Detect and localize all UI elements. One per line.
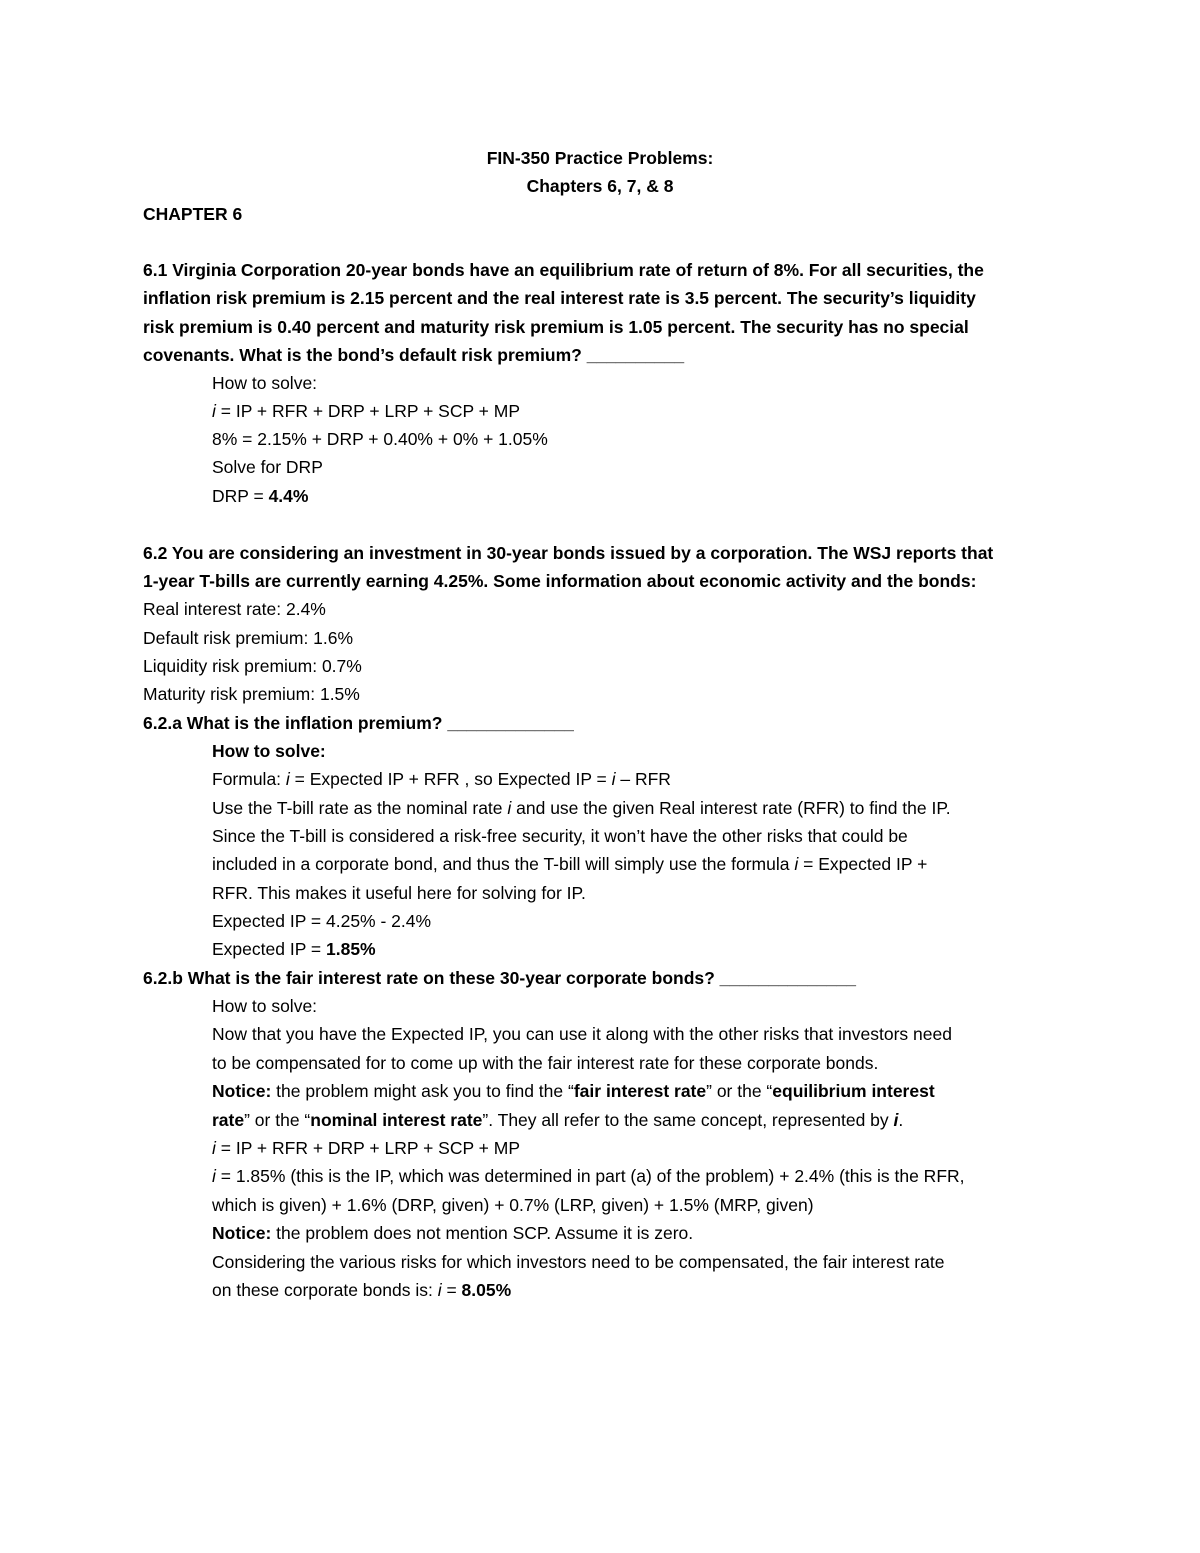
explanation-line-4: RFR. This makes it useful here for solving for IP. [212,883,586,903]
formula-line [212,399,520,423]
conclusion-line-1: Considering the various risks for which investors need to be compensated, the fair interest rate [212,1252,945,1272]
text-span: = [441,1280,462,1300]
problem-6-2-line-2: 1-year T-bills are currently earning 4.25%. Some information about economic activity and the bonds: [143,571,977,591]
answer-value: 1.85% [326,939,376,959]
i-symbol: i [794,854,799,874]
i-symbol: i [212,401,216,421]
notice-label: Notice: [212,1081,272,1101]
data-real-interest-rate: Real interest rate: 2.4% [143,599,326,619]
text-span: . [898,1110,904,1130]
formula-line [212,767,671,791]
solve-for-line: Solve for DRP [212,457,323,477]
formula-text: = Expected IP + RFR , so Expected IP = [289,769,612,789]
problem-6-1-line-1: 6.1 Virginia Corporation 20-year bonds have an equilibrium rate of return of 8%. For all securities, the [143,260,984,280]
calculation-line: Expected IP = 4.25% - 2.4% [212,911,432,931]
i-symbol: i [507,798,512,818]
data-liquidity-risk-premium: Liquidity risk premium: 0.7% [143,656,362,676]
i-symbol: i [212,1138,216,1158]
how-to-solve-label: How to solve: [212,741,326,761]
text-span: on these corporate bonds is: [212,1280,438,1300]
answer-line [212,937,376,961]
i-symbol: i [893,1110,899,1130]
formula-text: – RFR [615,769,671,789]
formula-text: = IP + RFR + DRP + LRP + SCP + MP [215,401,521,421]
explanation-line-2: Since the T-bill is considered a risk-free security, it won’t have the other risks that could be [212,826,908,846]
text-span: included in a corporate bond, and thus the T-bill will simply use the formula [212,854,795,874]
answer-prefix: Expected IP = [212,939,326,959]
text-span: = Expected IP + [798,854,928,874]
text-span: ”. They all refer to the same concept, represented by [482,1110,894,1130]
notice-label: Notice: [212,1223,272,1243]
how-to-solve-label: How to solve: [212,996,318,1016]
problem-6-2b-question: 6.2.b What is the fair interest rate on these 30-year corporate bonds? ______________ [143,968,856,988]
i-symbol: i [212,1166,216,1186]
term-bold: rate [212,1110,245,1130]
chapter-heading: CHAPTER 6 [143,204,243,224]
explanation-line-1: Now that you have the Expected IP, you can use it along with the other risks that investors need [212,1024,952,1044]
text-span: Use the T-bill rate as the nominal rate [212,798,508,818]
term-bold: fair interest rate [573,1081,707,1101]
term-bold: nominal interest rate [310,1110,483,1130]
problem-6-2a-question: 6.2.a What is the inflation premium? _____________ [143,713,574,733]
calculation-line-1 [212,1164,965,1188]
answer-value: 8.05% [461,1280,512,1300]
text-span: the problem might ask you to find the “ [271,1081,574,1101]
calculation-line: 8% = 2.15% + DRP + 0.40% + 0% + 1.05% [212,429,548,449]
notice-line-2 [212,1108,903,1132]
problem-6-1-line-3: risk premium is 0.40 percent and maturity risk premium is 1.05 percent. The security has no special [143,317,969,337]
answer-line [212,484,308,508]
answer-prefix: DRP = [212,486,269,506]
i-symbol: i [285,769,290,789]
formula-text: = IP + RFR + DRP + LRP + SCP + MP [215,1138,521,1158]
data-maturity-risk-premium: Maturity risk premium: 1.5% [143,684,360,704]
answer-value: 4.4% [268,486,309,506]
text-span: the problem does not mention SCP. Assume it is zero. [271,1223,694,1243]
calculation-line-2: which is given) + 1.6% (DRP, given) + 0.7% (LRP, given) + 1.5% (MRP, given) [212,1195,814,1215]
text-span: and use the given Real interest rate (RFR) to find the IP. [511,798,951,818]
conclusion-line-2 [212,1278,511,1302]
how-to-solve-label: How to solve: [212,373,318,393]
data-default-risk-premium: Default risk premium: 1.6% [143,628,354,648]
explanation-line-2: to be compensated for to come up with the fair interest rate for these corporate bonds. [212,1053,879,1073]
problem-6-1-line-4: covenants. What is the bond’s default risk premium? __________ [143,345,685,365]
formula-line [212,1136,520,1160]
document-title: FIN-350 Practice Problems: [486,148,714,168]
text-span: ” or the “ [244,1110,311,1130]
term-bold: equilibrium interest [772,1081,935,1101]
problem-6-1-line-2: inflation risk premium is 2.15 percent and the real interest rate is 3.5 percent. The security’s liquidity [143,288,976,308]
notice-line-1 [212,1079,935,1103]
i-symbol: i [437,1280,442,1300]
i-symbol: i [611,769,616,789]
explanation-line-1 [212,796,951,820]
notice-line-3 [212,1221,693,1245]
problem-6-2-line-1: 6.2 You are considering an investment in 30-year bonds issued by a corporation. The WSJ reports that [143,543,994,563]
text-span: ” or the “ [706,1081,773,1101]
document-subtitle: Chapters 6, 7, & 8 [526,176,674,196]
explanation-line-3 [212,852,927,876]
formula-text: = 1.85% (this is the IP, which was determined in part (a) of the problem) + 2.4% (this is the RFR, [215,1166,965,1186]
formula-prefix: Formula: [212,769,286,789]
